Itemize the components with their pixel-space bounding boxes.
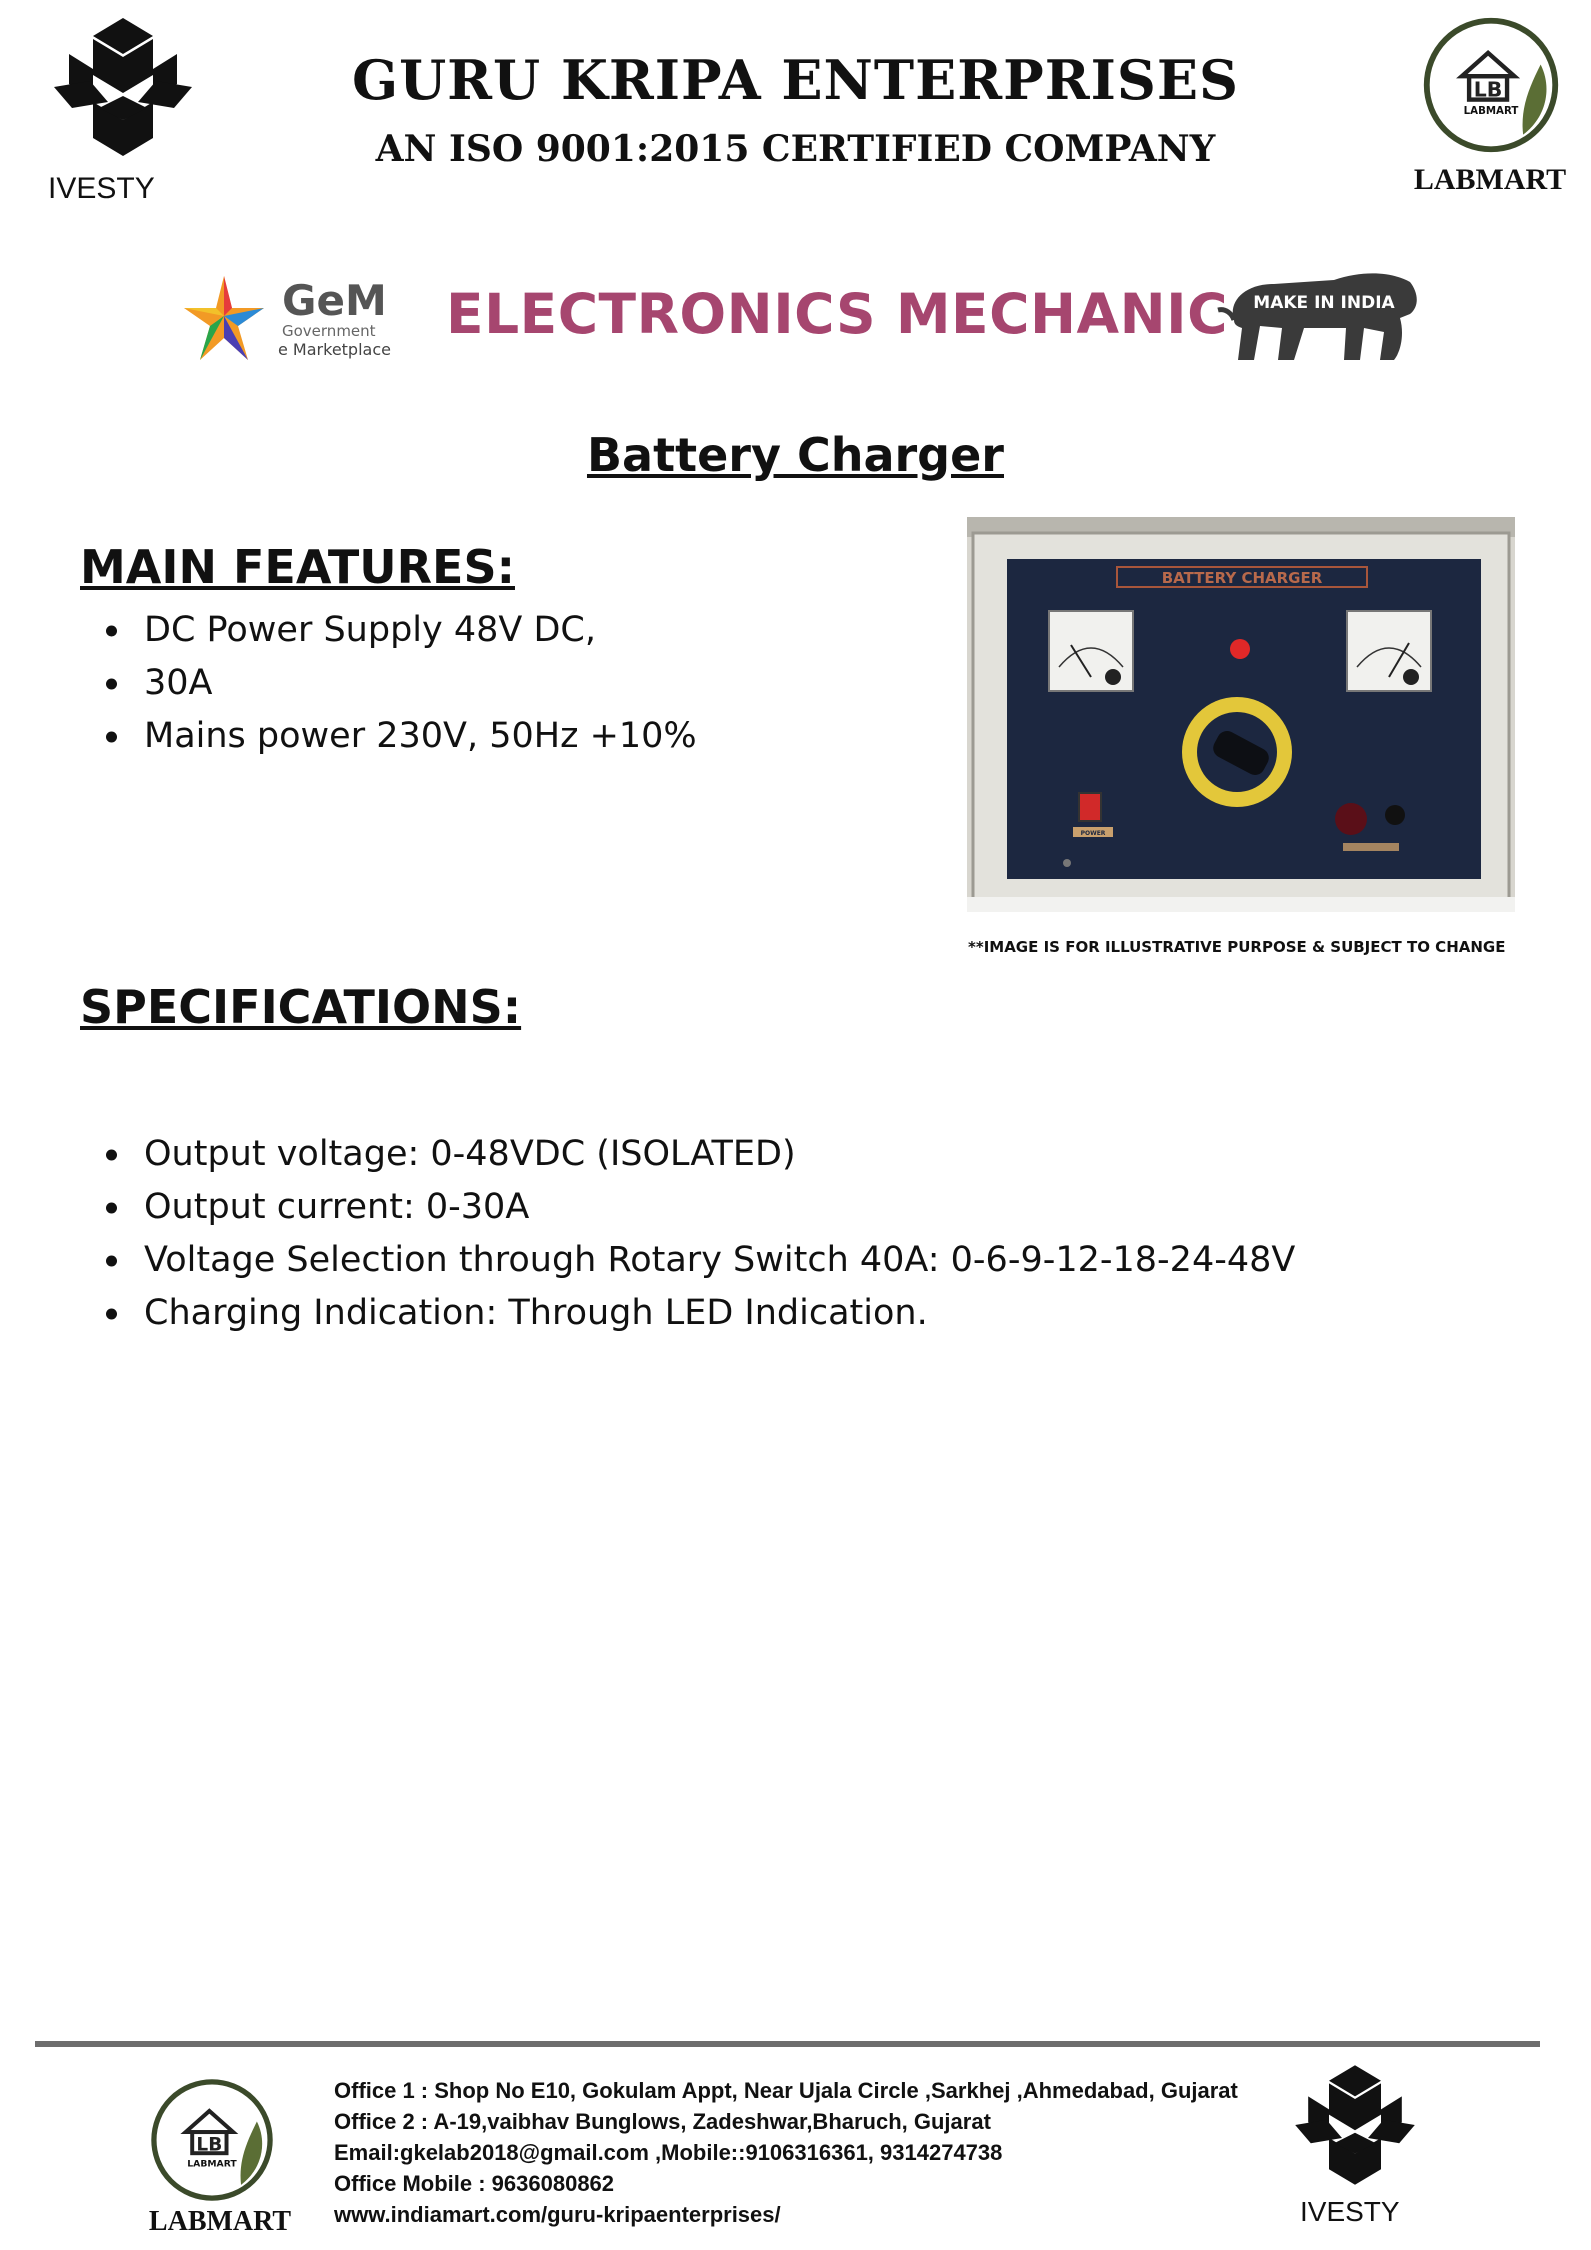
list-item: Output current: 0-30A <box>80 1181 1295 1234</box>
svg-text:LB: LB <box>196 2134 223 2156</box>
labmart-logo-text: LABMART <box>1413 163 1567 196</box>
ivesty-logo-text: IVESTY <box>1300 2196 1400 2227</box>
specifications-heading: SPECIFICATIONS: <box>80 980 522 1034</box>
website-url: www.indiamart.com/guru-kripaenterprises/ <box>334 2202 781 2227</box>
certification-line: AN ISO 9001:2015 CERTIFIED COMPANY <box>375 128 1216 170</box>
image-disclaimer: **IMAGE IS FOR ILLUSTRATIVE PURPOSE & SUBJECT TO CHANGE <box>968 938 1506 956</box>
list-item: 30A <box>80 657 697 710</box>
footer-contact-block <box>334 2075 1238 2230</box>
battery-charger-photo <box>967 517 1515 912</box>
list-item: DC Power Supply 48V DC, <box>80 604 697 657</box>
power-label-text: POWER <box>1080 830 1106 837</box>
list-item: Mains power 230V, 50Hz +10% <box>80 710 697 763</box>
main-features-list <box>80 604 697 763</box>
list-item: Output voltage: 0-48VDC (ISOLATED) <box>80 1128 1295 1181</box>
labmart-logo <box>1418 12 1564 158</box>
ivesty-logo-text: IVESTY <box>48 172 155 205</box>
office-1-address: Office 1 : Shop No E10, Gokulam Appt, Near Ujala Circle ,Sarkhej ,Ahmedabad, Gujarat <box>334 2078 1238 2103</box>
svg-text:LB: LB <box>1473 77 1503 102</box>
labmart-logo <box>146 2074 278 2206</box>
list-item: Voltage Selection through Rotary Switch 40A: 0-6-9-12-18-24-48V <box>80 1234 1295 1287</box>
footer-divider <box>35 2041 1540 2047</box>
main-features-heading: MAIN FEATURES: <box>80 540 515 594</box>
office-mobile: Office Mobile : 9636080862 <box>334 2171 615 2196</box>
panel-label-text: BATTERY CHARGER <box>1161 569 1323 587</box>
contact-email-mobile: Email:gkelab2018@gmail.com ,Mobile::9106316361, 9314274738 <box>334 2140 1003 2165</box>
company-name: GURU KRIPA ENTERPRISES <box>351 48 1240 112</box>
gem-subtitle-2: e Marketplace <box>278 340 391 359</box>
labmart-badge-text: LABMART <box>187 2158 237 2170</box>
ivesty-logo <box>1290 2060 1420 2190</box>
office-2-address: Office 2 : A-19,vaibhav Bunglows, Zadeshwar,Bharuch, Gujarat <box>334 2109 991 2134</box>
gem-title: GeM <box>282 276 387 325</box>
labmart-logo-text: LABMART <box>148 2206 292 2237</box>
trade-title: ELECTRONICS MECHANIC <box>446 282 1228 346</box>
gem-subtitle-1: Government <box>282 322 376 340</box>
list-item: Charging Indication: Through LED Indication. <box>80 1287 1295 1340</box>
make-in-india-lion-logo <box>1214 262 1424 368</box>
labmart-badge-text: LABMART <box>1463 106 1519 118</box>
product-title: Battery Charger <box>586 428 1004 482</box>
specifications-list <box>80 1128 1295 1340</box>
make-in-india-text: MAKE IN INDIA <box>1253 293 1395 313</box>
